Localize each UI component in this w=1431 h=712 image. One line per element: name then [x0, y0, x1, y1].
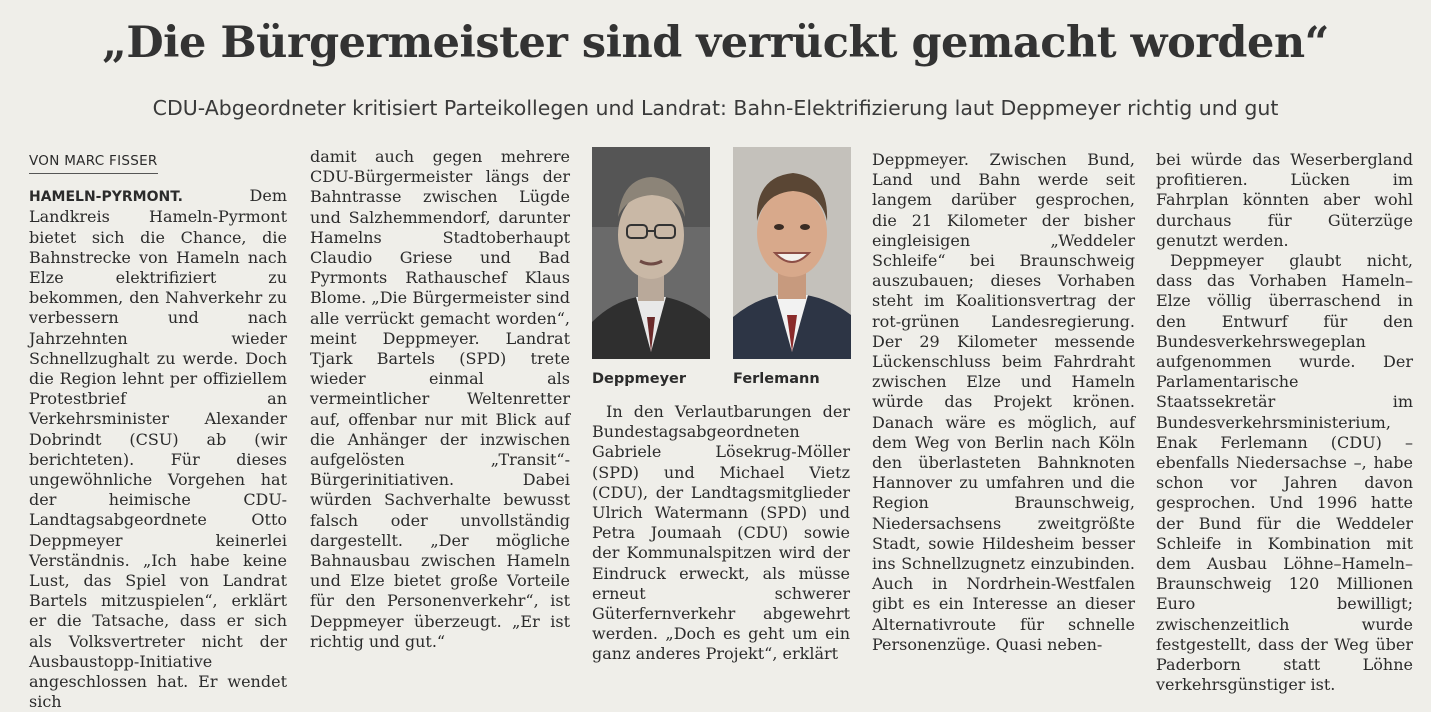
paragraph: damit auch gegen mehrere CDU-Bürgermeister längs der Bahntrasse zwischen Lügde und Salzhemmendorf, darunter Hamelns Stadtoberhaupt Claudio Griese und Bad Pyrmonts Rathauschef Klaus Blome. „Die Bürgermeister sind alle verrückt gemacht worden“, meint Deppmeyer. Landrat Tjark Bartels (SPD) trete wieder einmal als vermeintlicher Weltenretter auf, offenbar nur mit Blick auf die Anhänger der inzwischen aufgelösten „Transit“-Bürgerinitiativen. Dabei würden Sachverhalte bewusst falsch oder unvollständig dargestellt. „Der mögliche Bahnausbau zwischen Hameln und Elze bietet große Vorteile für den Personenverkehr“, ist Deppmeyer überzeugt. „Er ist richtig und gut.“ [310, 147, 570, 651]
article-headline: „Die Bürgermeister sind verrückt gemacht worden“ [102, 18, 1329, 68]
ferlemann-photo [733, 147, 851, 359]
byline: VON MARC FISSER [29, 151, 158, 174]
article-column-5 [1156, 150, 1413, 695]
paragraph-text: Dem Landkreis Hameln-Pyrmont bietet sich die Chance, die Bahnstrecke von Hameln nach Elze elektrifiziert zu bekommen, den Nahverkehr zu verbessern und nach Jahrzehnten wieder Schnellzughalt zu werde. Doch die Region lehnt per offiziellem Protestbrief an Verkehrsminister Alexander Dobrindt (CSU) ab (wir berichteten). Für dieses ungewöhnliche Vorgehen hat der heimische CDU-Landtagsabgeordnete Otto Deppmeyer keinerlei Verständnis. „Ich habe keine Lust, das Spiel von Landrat Bartels mitzuspielen“, erklärt er die Tatsache, dass er sich als Volksvertreter nicht der Ausbaustopp-Initiative angeschlossen hat. Er wendet sich [29, 186, 287, 712]
paragraph: Deppmeyer glaubt nicht, dass das Vorhaben Hameln–Elze völlig überraschend in den Entwurf für den Bundesverkehrswegeplan aufgenommen wurde. Der Parlamentarische Staatssekretär im Bundesverkehrsministerium, Enak Ferlemann (CDU) – ebenfalls Niedersachse –, habe schon vor Jahren davon gesprochen. Und 1996 hatte der Bund für die Weddeler Schleife in Kombination mit dem Ausbau Löhne–Hameln–Braunschweig 120 Millionen Euro bewilligt; zwischenzeitlich wurde festgestellt, dass der Weg über Paderborn statt Löhne verkehrsgünstiger ist. [1156, 251, 1413, 695]
paragraph: Deppmeyer. Zwischen Bund, Land und Bahn werde seit langem darüber gesprochen, die 21 Kilometer der bisher eingleisigen „Weddeler Schleife“ bei Braunschweig auszubauen; dieses Vorhaben steht im Koalitionsvertrag der rot-grünen Landesregierung. Der 29 Kilometer messende Lückenschluss beim Fahrdraht zwischen Elze und Hameln würde das Projekt krönen. Danach wäre es möglich, auf dem Weg von Berlin nach Köln den überlasteten Bahnknoten Hannover zu umfahren und die Region Braunschweig, Niedersachsens zweitgrößte Stadt, sowie Hildesheim besser ins Schnellzugnetz einzubinden. Auch in Nordrhein-Westfalen gibt es ein Interesse an dieser Alternativroute für schnelle Personenzüge. Quasi neben- [872, 150, 1135, 654]
deppmeyer-photo [592, 147, 710, 359]
paragraph: bei würde das Weserbergland profitieren. Lücken im Fahrplan könnten aber wohl durchaus für Güterzüge genutzt werden. [1156, 150, 1413, 250]
photo-caption-deppmeyer: Deppmeyer [592, 371, 687, 387]
paragraph [29, 186, 287, 712]
paragraph: In den Verlautbarungen der Bundestagsabgeordneten Gabriele Lösekrug-Möller (SPD) und Michael Vietz (CDU), der Landtagsmitglieder Ulrich Watermann (SPD) und Petra Joumaah (CDU) sowie der Kommunalspitzen wird der Eindruck erweckt, als müsse erneut schwerer Güterfernverkehr abgewehrt werden. „Doch es geht um ein ganz anderes Projekt“, erklärt [592, 402, 850, 664]
portrait-man-smiling-icon [733, 147, 851, 359]
article-subheadline: CDU-Abgeordneter kritisiert Parteikollegen und Landrat: Bahn-Elektrifizierung laut Deppmeyer richtig und gut [152, 96, 1279, 120]
article-column-2 [310, 147, 570, 677]
portrait-man-glasses-icon [592, 147, 710, 359]
article-column-3 [592, 402, 850, 682]
dateline: HAMELN-PYRMONT. [29, 189, 183, 206]
article-column-1 [29, 150, 287, 712]
article-column-4 [872, 150, 1135, 680]
photo-caption-ferlemann: Ferlemann [733, 371, 820, 387]
